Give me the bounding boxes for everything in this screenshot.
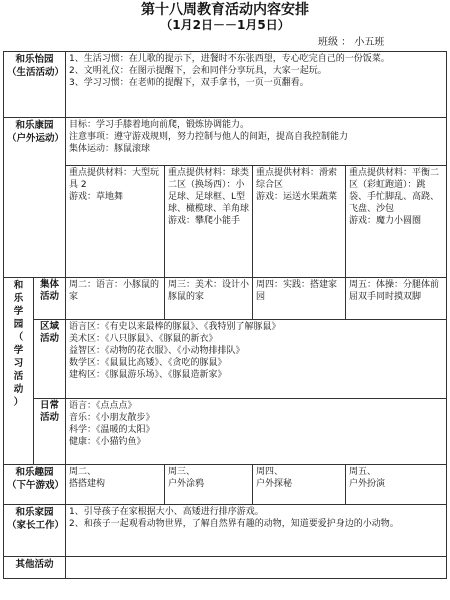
collective-day: 周四：实践：搭建家园 — [253, 278, 346, 320]
life-line: 1、生活习惯：在儿歌的提示下，进餐时不东张西望，专心吃完自己的一份饭菜。 — [69, 54, 390, 64]
row-regional — [4, 320, 447, 399]
health-intro — [66, 118, 447, 166]
section-learning-char: 乐 — [13, 293, 24, 304]
class-info — [318, 37, 384, 49]
life-line: 2、文明礼仪：在图示提醒下，会和同伴分享玩具，大家一起玩。 — [69, 66, 327, 76]
row-family — [4, 505, 447, 557]
health-group-activity: 集体运动：豚鼠滚球 — [69, 144, 151, 154]
section-play — [4, 465, 66, 505]
row-health-intro — [4, 118, 447, 166]
regional-content — [66, 320, 447, 399]
section-learning-char: 动 — [13, 384, 24, 395]
section-learning-char: 和 — [13, 280, 24, 291]
section-life-name: 和乐怡园 — [15, 54, 54, 65]
family-line: 2、和孩子一起观看动物世界，了解自然界有趣的动物，知道要爱护身边的小动物。 — [69, 519, 399, 529]
row-play — [4, 465, 447, 505]
health-area-4: 重点提供材料：平衡二区（彩虹跑道）：跳袋、手忙脚乱、高跷、飞盘、沙包 游戏：魔力小圆圈 — [346, 166, 447, 278]
family-line: 1、引导孩子在家根据大小、高矮进行排序游戏。 — [69, 507, 264, 517]
daily-label: 日常活动 — [34, 399, 66, 465]
other-content — [66, 557, 447, 579]
row-life — [4, 52, 447, 118]
section-learning-char: 习 — [13, 358, 24, 369]
daily-line: 语言：《点点点》 — [69, 401, 137, 411]
section-life — [4, 52, 66, 118]
health-area-1: 重点提供材料：大型玩具 2 游戏：草地舞 — [66, 166, 165, 278]
play-day: 周二、 搭搭建构 — [66, 465, 165, 505]
family-content — [66, 505, 447, 557]
section-health-sub: （户外运动） — [7, 133, 65, 144]
daily-line: 科学：《温暖的太阳》 — [69, 425, 155, 435]
daily-line: 音乐：《小朋友散步》 — [69, 413, 155, 423]
row-other — [4, 557, 447, 579]
section-family — [4, 505, 66, 557]
section-learning-char: 园 — [13, 319, 24, 330]
section-learning-char: 活 — [13, 371, 24, 382]
section-learning — [4, 278, 34, 465]
section-learning-char: 学 — [13, 306, 24, 317]
section-family-sub: （家长工作） — [7, 520, 65, 531]
collective-day: 周五：体操：分腿体前屈双手同时摸双脚 — [346, 278, 447, 320]
class-label: 班级 ： — [318, 37, 352, 48]
regional-line: 美术区：《八只豚鼠》、《豚鼠的新衣》 — [69, 334, 218, 344]
section-family-name: 和乐家园 — [15, 507, 54, 518]
section-learning-char: （ — [13, 332, 24, 343]
regional-line: 益智区：《动物的花衣服》、《小动物排排队》 — [69, 346, 245, 356]
section-health-name: 和乐康园 — [15, 120, 54, 131]
schedule-table — [3, 51, 447, 579]
date-range: （1月2日－－1月5日） — [160, 18, 290, 32]
regional-line: 建构区：《豚鼠游乐场》、《豚鼠造新家》 — [69, 370, 227, 380]
health-goal: 目标：学习手膝着地向前爬，锻炼协调能力。 — [69, 120, 250, 130]
section-other: 其他活动 — [4, 557, 66, 579]
row-collective — [4, 278, 447, 320]
row-health-areas — [4, 166, 447, 278]
section-life-sub: （生活活动） — [7, 67, 65, 78]
row-daily — [4, 399, 447, 465]
play-day: 周四、 户外探秘 — [253, 465, 346, 505]
life-line: 3、学习习惯：在老师的提醒下，双手拿书，一页一页翻看。 — [69, 78, 309, 88]
section-learning-char: ） — [13, 397, 24, 408]
collective-label: 集体活动 — [34, 278, 66, 320]
play-day: 周三、 户外涂鸦 — [165, 465, 253, 505]
daily-content — [66, 399, 447, 465]
health-notes: 注意事项：遵守游戏规则，努力控制与他人的间距，提高自我控制能力 — [69, 132, 349, 142]
daily-line: 健康：《小猫钓鱼》 — [69, 437, 146, 447]
regional-line: 语言区：《有史以来最棒的豚鼠》、《我特别了解豚鼠》 — [69, 322, 281, 332]
play-day: 周五、 户外扮演 — [346, 465, 447, 505]
health-area-2: 重点提供材料：球类二区（换场西）：小足球、足球框、L型球、橄榄球、羊角球游戏：攀爬小能手 — [165, 166, 253, 278]
regional-label: 区域活动 — [34, 320, 66, 399]
page-title: 第十八周教育活动内容安排 — [141, 2, 309, 18]
section-play-name: 和乐趣园 — [15, 467, 54, 478]
section-health — [4, 118, 66, 278]
section-play-sub: （下午游戏） — [7, 480, 65, 491]
health-area-3: 重点提供材料：滑索综合区 游戏：运送水果蔬菜 — [253, 166, 346, 278]
section-learning-char: 学 — [13, 345, 24, 356]
life-content — [66, 52, 447, 118]
class-name: 小五班 — [354, 37, 385, 48]
collective-day: 周二：语言：小豚鼠的家 — [66, 278, 165, 320]
regional-line: 数学区：《鼠鼠比高矮》、《贪吃的豚鼠》 — [69, 358, 227, 368]
collective-day: 周三：美术：设计小豚鼠的家 — [165, 278, 253, 320]
